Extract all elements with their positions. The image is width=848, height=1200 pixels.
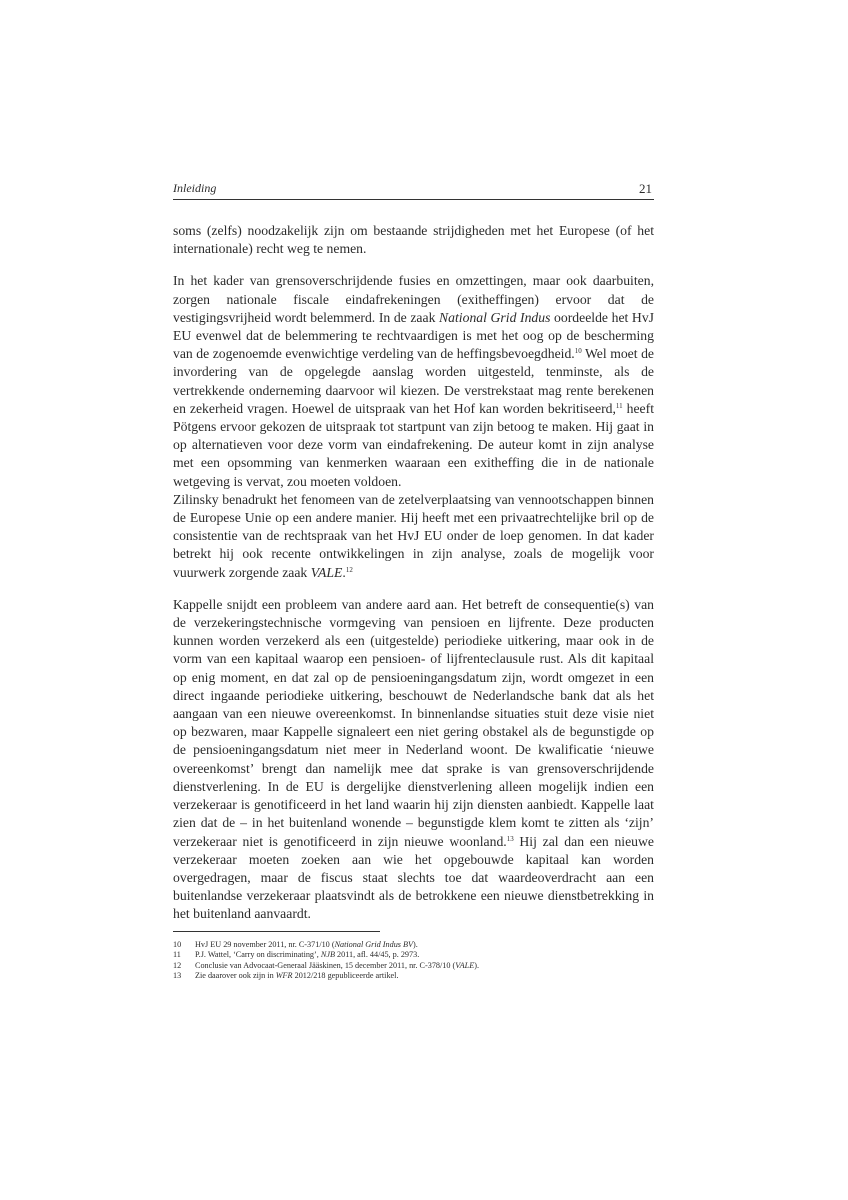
chapter-title: Inleiding bbox=[173, 181, 217, 195]
footnote bbox=[173, 961, 654, 971]
footnote-ref: 11 bbox=[615, 401, 623, 410]
footnote bbox=[173, 940, 654, 950]
footnote-text: 2011, afl. 44/45, p. 2973. bbox=[334, 950, 420, 960]
footnote-number: 13 bbox=[173, 970, 182, 980]
page-number: 21 bbox=[639, 181, 652, 196]
footnote-number: 12 bbox=[173, 960, 182, 970]
footnote-text: HvJ EU 29 november 2011, nr. C-371/10 ( bbox=[195, 940, 335, 949]
text-run: oordeelde het HvJ EU evenwel dat de belemmering te rechtvaardigen is met het oog op de bescherming van de zogenoemde evenwichtige verdeling van de heffingsbevoegdheid. bbox=[173, 309, 654, 362]
text-run: In het kader van grensoverschrijdende fusies en omzettingen, maar ook daarbuiten, zorgen nationale fiscale eindafrekeningen (exitheffingen) ervoor dat de vestigingsvrijheid wordt belemmerd. In de zaak bbox=[173, 273, 654, 325]
footnote-italic: VALE bbox=[455, 960, 475, 970]
footnote-divider bbox=[173, 931, 380, 932]
footnotes bbox=[173, 940, 654, 981]
footnote-italic: National Grid Indus BV bbox=[334, 940, 414, 949]
case-name: National Grid Indus bbox=[439, 309, 551, 325]
footnote bbox=[173, 950, 654, 960]
case-name: VALE bbox=[310, 564, 343, 580]
body-text bbox=[173, 222, 654, 924]
footnote-text: ). bbox=[413, 940, 418, 949]
paragraph bbox=[173, 596, 654, 924]
footnote-ref: 10 bbox=[574, 347, 582, 356]
running-head bbox=[173, 181, 654, 200]
footnote-text: P.J. Wattel, ‘Carry on discriminating’, bbox=[195, 950, 321, 960]
paragraph bbox=[173, 491, 654, 582]
footnote-ref: 12 bbox=[345, 565, 353, 574]
text-run: Zilinsky benadrukt het fenomeen van de zetelverplaatsing van vennootschappen binnen de Europese Unie op een andere manier. Hij heeft met een privaatrechtelijke bril op de consistentie van de rechtspraak van het HvJ EU onder de loep genomen. In dat kader betrekt hij ook recente ontwikkelingen in zijn analyse, zoals de mogelijk voor vuurwerk zorgende zaak bbox=[173, 491, 654, 580]
footnote-ref: 13 bbox=[506, 834, 514, 843]
paragraph bbox=[173, 272, 654, 490]
footnote bbox=[173, 971, 654, 981]
footnote-number: 11 bbox=[173, 950, 181, 960]
text-run: heeft Pötgens ervoor gekozen de uitspraak tot startpunt van zijn betoog te maken. Hij gaat in op alternatieven voor deze vorm van eindafrekening. De auteur komt in zijn analyse met een opsomming van kenmerken waaraan een exitheffing die in de nationale wetgeving is vervat, zou moeten voldoen. bbox=[173, 400, 654, 489]
paragraph bbox=[173, 222, 654, 258]
footnote-text: 2012/218 gepubliceerde artikel. bbox=[292, 970, 399, 980]
footnote-text: ). bbox=[474, 960, 479, 970]
text-run: Wel moet de invordering van de opgelegde aanslag worden uitgesteld, tenminste, als de vertrekkende onderneming daarvoor wil kiezen. De verstrekstaat mag rente berekenen en zekerheid vragen. Hoewel de uitspraak van het Hof kan worden bekritiseerd, bbox=[173, 346, 654, 416]
footnote-text: Zie daarover ook zijn in bbox=[195, 970, 276, 980]
footnote-italic: WFR bbox=[275, 970, 293, 980]
text-run: Hij zal dan een nieuwe verzekeraar moeten zoeken aan wie het opgebouwde kapitaal kan worden overgedragen, maar de fiscus staat slechts toe dat waardeoverdracht aan een buitenlandse verzekeraar plaatsvindt als de betrokkene een nieuwe dienstbetrekking in het buitenland aanvaardt. bbox=[173, 833, 654, 922]
footnote-italic: NJB bbox=[320, 950, 335, 960]
text-run: . bbox=[342, 564, 346, 580]
footnote-number: 10 bbox=[173, 940, 182, 949]
text-run: Kappelle snijdt een probleem van andere aard aan. Het betreft de consequentie(s) van de verzekeringstechnische vormgeving van pensioen en lijfrente. Deze producten kunnen worden verzekerd als een (uitgestelde) periodieke uitkering, maar ook in de vorm van een kapitaal waarop een pensioen- of lijfrenteclausule rust. Als dit kapitaal op enig moment, en dat zal op de pensioeningangsdatum zijn, wordt omgezet in een direct ingaande periodieke uitkering, beschouwt de Nederlandsche bank dat als het aangaan van een nieuwe overeenkomst. In binnenlandse situaties stuit deze visie niet op bezwaren, maar Kappelle signaleert een niet gering obstakel als de begunstigde op de pensioeningangsdatum niet meer in Nederland woont. De kwalificatie ‘nieuwe overeenkomst’ brengt dan namelijk mee dat sprake is van grensoverschrijdende dienstverlening. In de EU is dergelijke dienstverlening alleen mogelijk indien een verzekeraar is genotificeerd in het land waarin hij zijn diensten aanbiedt. Kappelle laat zien dat de – in het buitenland wonende – begunstigde klem komt te zitten als ‘zijn’ verzekeraar niet is genotificeerd in zijn nieuwe woonland. bbox=[173, 596, 654, 849]
text-run: soms (zelfs) noodzakelijk zijn om bestaande strijdigheden met het Europese (of het internationale) recht weg te nemen. bbox=[173, 223, 654, 257]
footnote-text: Conclusie van Advocaat-Generaal Jääskinen, 15 december 2011, nr. C-378/10 ( bbox=[195, 960, 456, 970]
